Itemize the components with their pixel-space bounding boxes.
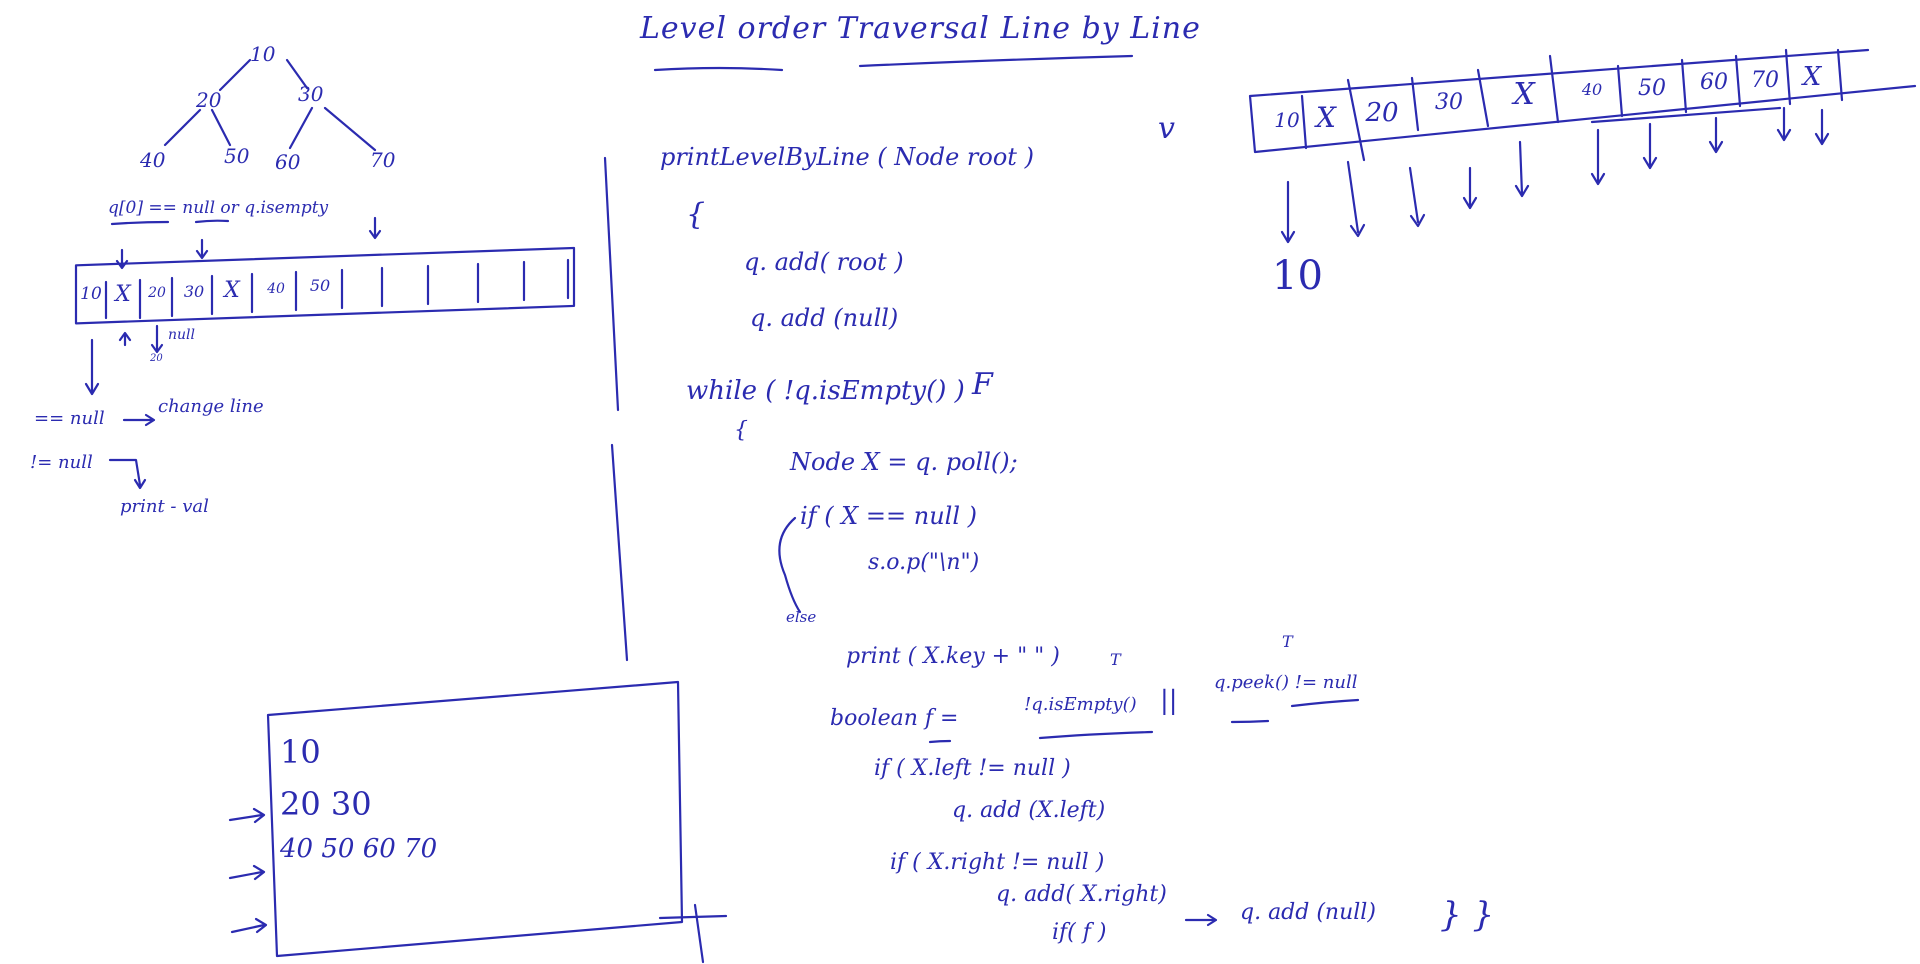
tree-node-50: 50	[224, 144, 250, 168]
code-while-mark: F	[972, 367, 993, 402]
code-open-brace: {	[686, 197, 706, 232]
code-boolean-or: ||	[1160, 686, 1178, 716]
left-queue-cell: 50	[309, 276, 331, 295]
left-queue-cell: 30	[183, 282, 205, 301]
code-print: print ( X.key + " " )	[846, 644, 1060, 669]
code-boolean-expr2: q.peek() != null	[1214, 672, 1358, 693]
left-queue-cell: 10	[80, 284, 102, 304]
tree-node-40: 40	[140, 148, 166, 172]
queue-condition: q[0] == null or q.isempty	[108, 198, 329, 218]
tree-node-30: 30	[298, 82, 324, 106]
code-poll: Node X = q. poll();	[790, 448, 1018, 476]
code-left-add: q. add (X.left)	[952, 798, 1106, 823]
code-signature: printLevelByLine ( Node root )	[660, 143, 1034, 171]
code-mark-t2: T	[1282, 632, 1293, 651]
code-close-braces: } }	[1440, 895, 1495, 935]
rule1-right: change line	[158, 396, 264, 417]
right-queue-cell: X	[1802, 62, 1822, 92]
left-queue-cell: X	[224, 278, 240, 303]
code-while: while ( !q.isEmpty() )	[686, 376, 965, 406]
page-title: Level order Traversal Line by Line	[640, 11, 1201, 46]
right-queue-cell: 20	[1365, 98, 1399, 128]
right-queue-output: 10	[1272, 253, 1323, 299]
code-left-check: if ( X.left != null )	[874, 756, 1071, 781]
rule1-left: == null	[34, 408, 105, 429]
output-line: 40 50 60 70	[280, 834, 438, 864]
right-queue-mark: v	[1158, 111, 1175, 146]
queue-below-small: 20	[150, 353, 163, 364]
right-queue-cell: 50	[1638, 76, 1666, 101]
code-boolean: boolean f =	[830, 706, 959, 731]
code-right-add: q. add( X.right)	[996, 882, 1167, 907]
rule2-left: != null	[30, 452, 93, 473]
code-while-brace: {	[734, 418, 748, 443]
code-sop-newline: s.o.p("\n")	[868, 550, 980, 575]
code-mark-t1: T	[1110, 650, 1121, 669]
right-queue-cell: X	[1316, 101, 1336, 134]
tree-node-20: 20	[196, 88, 222, 112]
code-final-action: q. add (null)	[1240, 900, 1376, 925]
rule2-right: print - val	[120, 496, 209, 517]
left-queue-cell: 40	[267, 281, 285, 297]
code-else: else	[786, 608, 817, 626]
code-boolean-expr1: !q.isEmpty()	[1024, 694, 1137, 715]
right-queue-cell: X	[1513, 77, 1535, 112]
queue-below-label: null	[168, 327, 195, 343]
code-if-null: if ( X == null )	[800, 502, 977, 530]
left-queue-cell: X	[115, 282, 131, 307]
code-right-check: if ( X.right != null )	[890, 850, 1105, 875]
right-queue-cell: 30	[1435, 90, 1463, 115]
left-queue-cell: 20	[148, 285, 166, 301]
tree-node-60: 60	[275, 150, 301, 174]
output-line: 10	[280, 733, 321, 771]
right-queue-cell: 10	[1274, 108, 1300, 132]
code-add-root: q. add( root )	[744, 248, 904, 276]
right-queue-cell: 60	[1700, 70, 1728, 95]
output-line: 20 30	[280, 785, 372, 823]
right-queue-cell: 40	[1581, 80, 1603, 99]
tree-node-root: 10	[250, 42, 276, 66]
code-final-check: if( f )	[1052, 920, 1107, 945]
code-add-null: q. add (null)	[750, 304, 899, 332]
right-queue-cell: 70	[1751, 68, 1779, 93]
tree-node-70: 70	[370, 148, 396, 172]
